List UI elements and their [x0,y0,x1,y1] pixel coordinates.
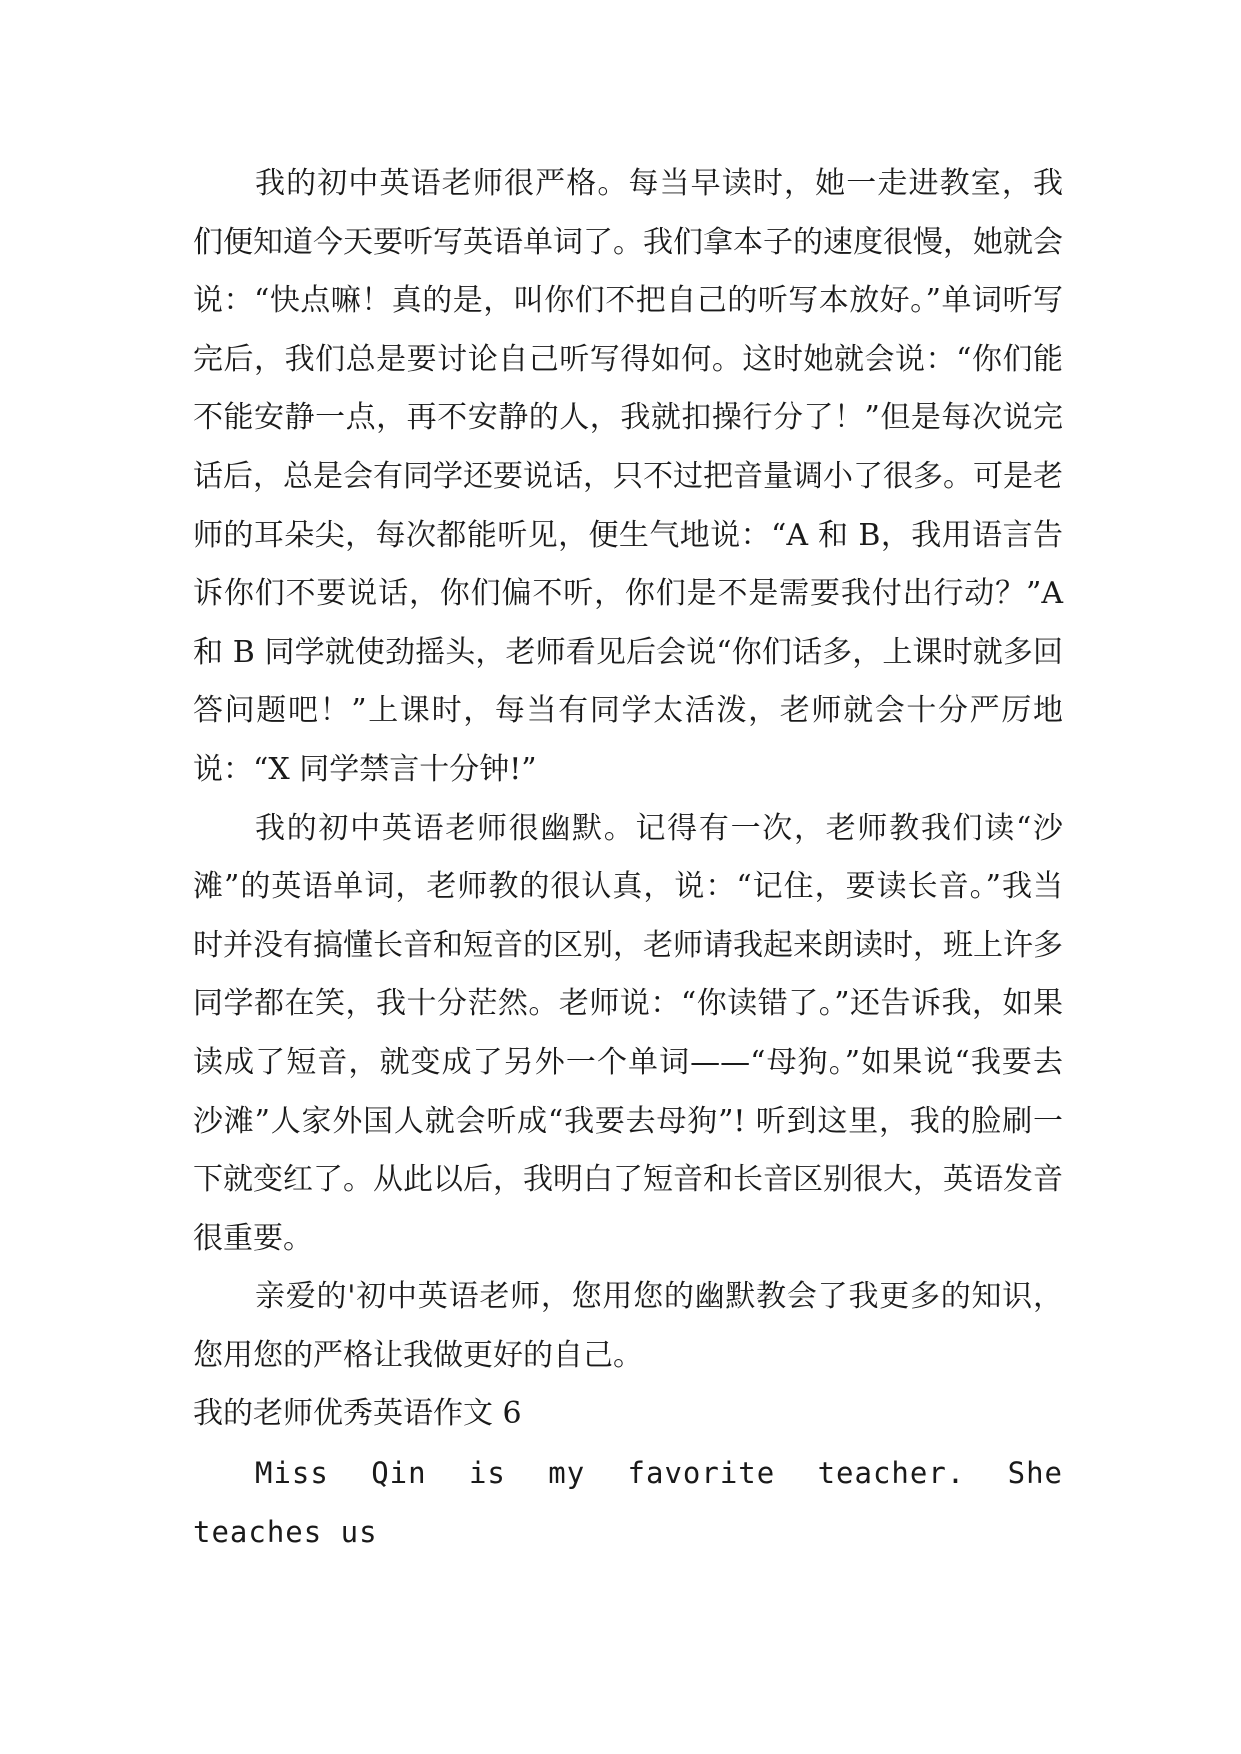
paragraph-english-opening: Miss Qin is my favorite teacher. She teaches us [193,1456,1063,1549]
document-body [193,155,1063,1561]
essay-heading: 我的老师优秀英语作文 6 [193,1396,522,1432]
paragraph-strict-teacher: 我的初中英语老师很严格。每当早读时，她一走进教室，我们便知道今天要听写英语单词了。我们拿本子的速度很慢，她就会说：“快点嘛！真的是，叫你们不把自己的听写本放好。”单词听写完后，我们总是要讨论自己听写得如何。这时她就会说：“你们能不能安静一点，再不安静的人，我就扣操行分了！”但是每次说完话后，总是会有同学还要说话，只不过把音量调小了很多。可是老师的耳朵尖，每次都能听见，便生气地说：“A 和 B，我用语言告诉你们不要说话，你们偏不听，你们是不是需要我付出行动？”A 和 B 同学就使劲摇头，老师看见后会说“你们话多，上课时就多回答问题吧！”上课时，每当有同学太活泼，老师就会十分严厉地说：“X 同学禁言十分钟!” [193,166,1063,787]
paragraph-conclusion: 亲爱的'初中英语老师，您用您的幽默教会了我更多的知识，您用您的严格让我做更好的自己。 [193,1279,1063,1373]
paragraph-humorous-teacher: 我的初中英语老师很幽默。记得有一次，老师教我们读“沙滩”的英语单词，老师教的很认真，说：“记住，要读长音。”我当时并没有搞懂长音和短音的区别，老师请我起来朗读时，班上许多同学都在笑，我十分茫然。老师说：“你读错了。”还告诉我，如果读成了短音，就变成了另外一个单词——“母狗。”如果说“我要去沙滩”人家外国人就会听成“我要去母狗”! 听到这里，我的脸刷一下就变红了。从此以后，我明白了短音和长音区别很大，英语发音很重要。 [193,810,1063,1256]
